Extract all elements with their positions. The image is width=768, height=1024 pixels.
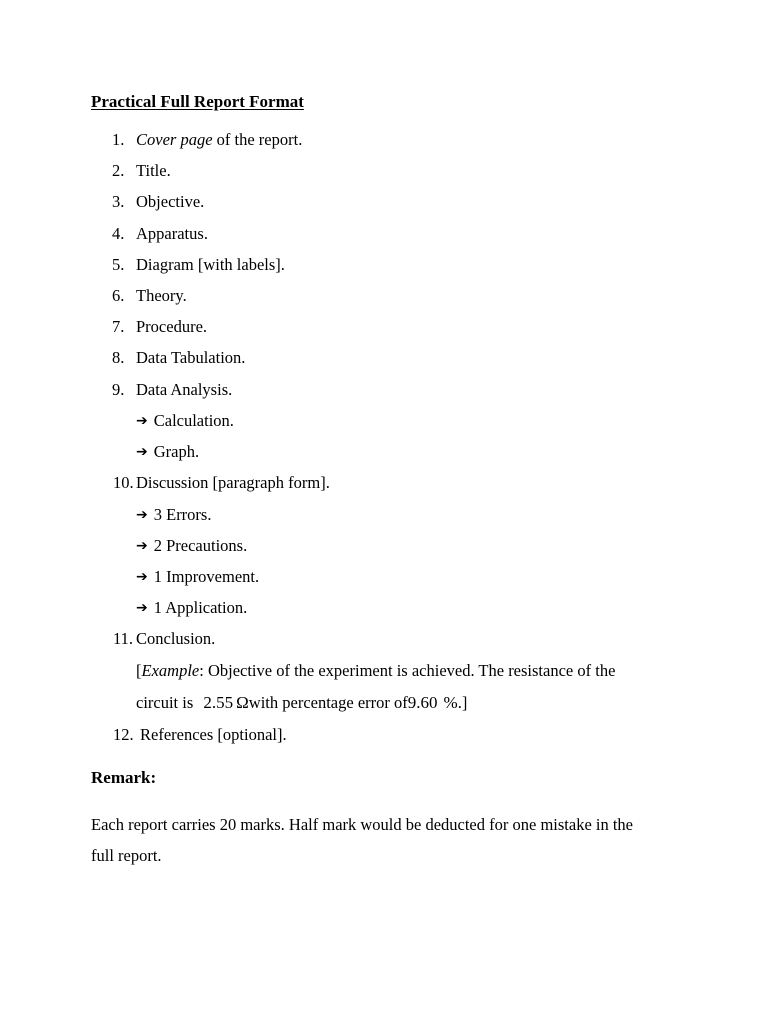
resistance-value: 2.55	[203, 693, 234, 712]
example-middle: with percentage error of	[248, 693, 408, 712]
item-number: 2.	[112, 161, 125, 180]
error-unit: %	[443, 693, 458, 712]
sub-item-text: Graph.	[153, 442, 200, 461]
right-arrow-icon: ➔	[136, 444, 148, 460]
example-label: Example	[141, 661, 200, 680]
item-text: Title.	[136, 161, 171, 180]
item-text: Theory.	[136, 286, 187, 305]
remark-paragraph-line-2: full report.	[91, 846, 162, 865]
item-number: 7.	[112, 317, 125, 336]
item-italic-text: Cover page	[136, 130, 213, 149]
item-text: Objective.	[136, 192, 205, 211]
item-number: 11.	[113, 629, 134, 648]
item-text: of the report.	[212, 130, 303, 149]
item-number: 10.	[113, 473, 134, 492]
example-end: .]	[457, 693, 468, 712]
right-arrow-icon: ➔	[136, 507, 148, 523]
item-text: Procedure.	[136, 317, 208, 336]
document-heading: Practical Full Report Format	[91, 92, 304, 111]
right-arrow-icon: ➔	[136, 413, 148, 429]
item-number: 12.	[113, 725, 134, 744]
sub-item-text: 1 Application.	[153, 598, 248, 617]
item-number: 5.	[112, 255, 125, 274]
item-number: 3.	[112, 192, 125, 211]
error-value: 9.60	[407, 693, 438, 712]
example-prefix: circuit is	[136, 693, 198, 712]
item-number: 9.	[112, 380, 125, 399]
item-number: 6.	[112, 286, 125, 305]
resistance-unit: Ω	[236, 693, 249, 712]
sub-item-text: 3 Errors.	[153, 505, 212, 524]
right-arrow-icon: ➔	[136, 600, 148, 616]
remark-heading: Remark:	[91, 768, 157, 787]
item-text: Apparatus.	[136, 224, 208, 243]
item-text: Diagram [with labels].	[136, 255, 285, 274]
item-text: Data Analysis.	[136, 380, 233, 399]
remark-paragraph-line-1: Each report carries 20 marks. Half mark would be deducted for one mistake in the	[91, 815, 634, 834]
item-text: References [optional].	[140, 725, 287, 744]
item-text: Data Tabulation.	[136, 348, 246, 367]
sub-item-text: 2 Precautions.	[153, 536, 248, 555]
item-number: 4.	[112, 224, 125, 243]
right-arrow-icon: ➔	[136, 569, 148, 585]
right-arrow-icon: ➔	[136, 538, 148, 554]
item-text: Discussion [paragraph form].	[136, 473, 330, 492]
example-text: : Objective of the experiment is achieved. The resistance of the	[199, 661, 616, 680]
item-text: Conclusion.	[136, 629, 216, 648]
item-number: 8.	[112, 348, 125, 367]
open-bracket: [	[136, 661, 142, 680]
sub-item-text: 1 Improvement.	[153, 567, 260, 586]
item-number: 1.	[112, 130, 125, 149]
sub-item-text: Calculation.	[153, 411, 234, 430]
